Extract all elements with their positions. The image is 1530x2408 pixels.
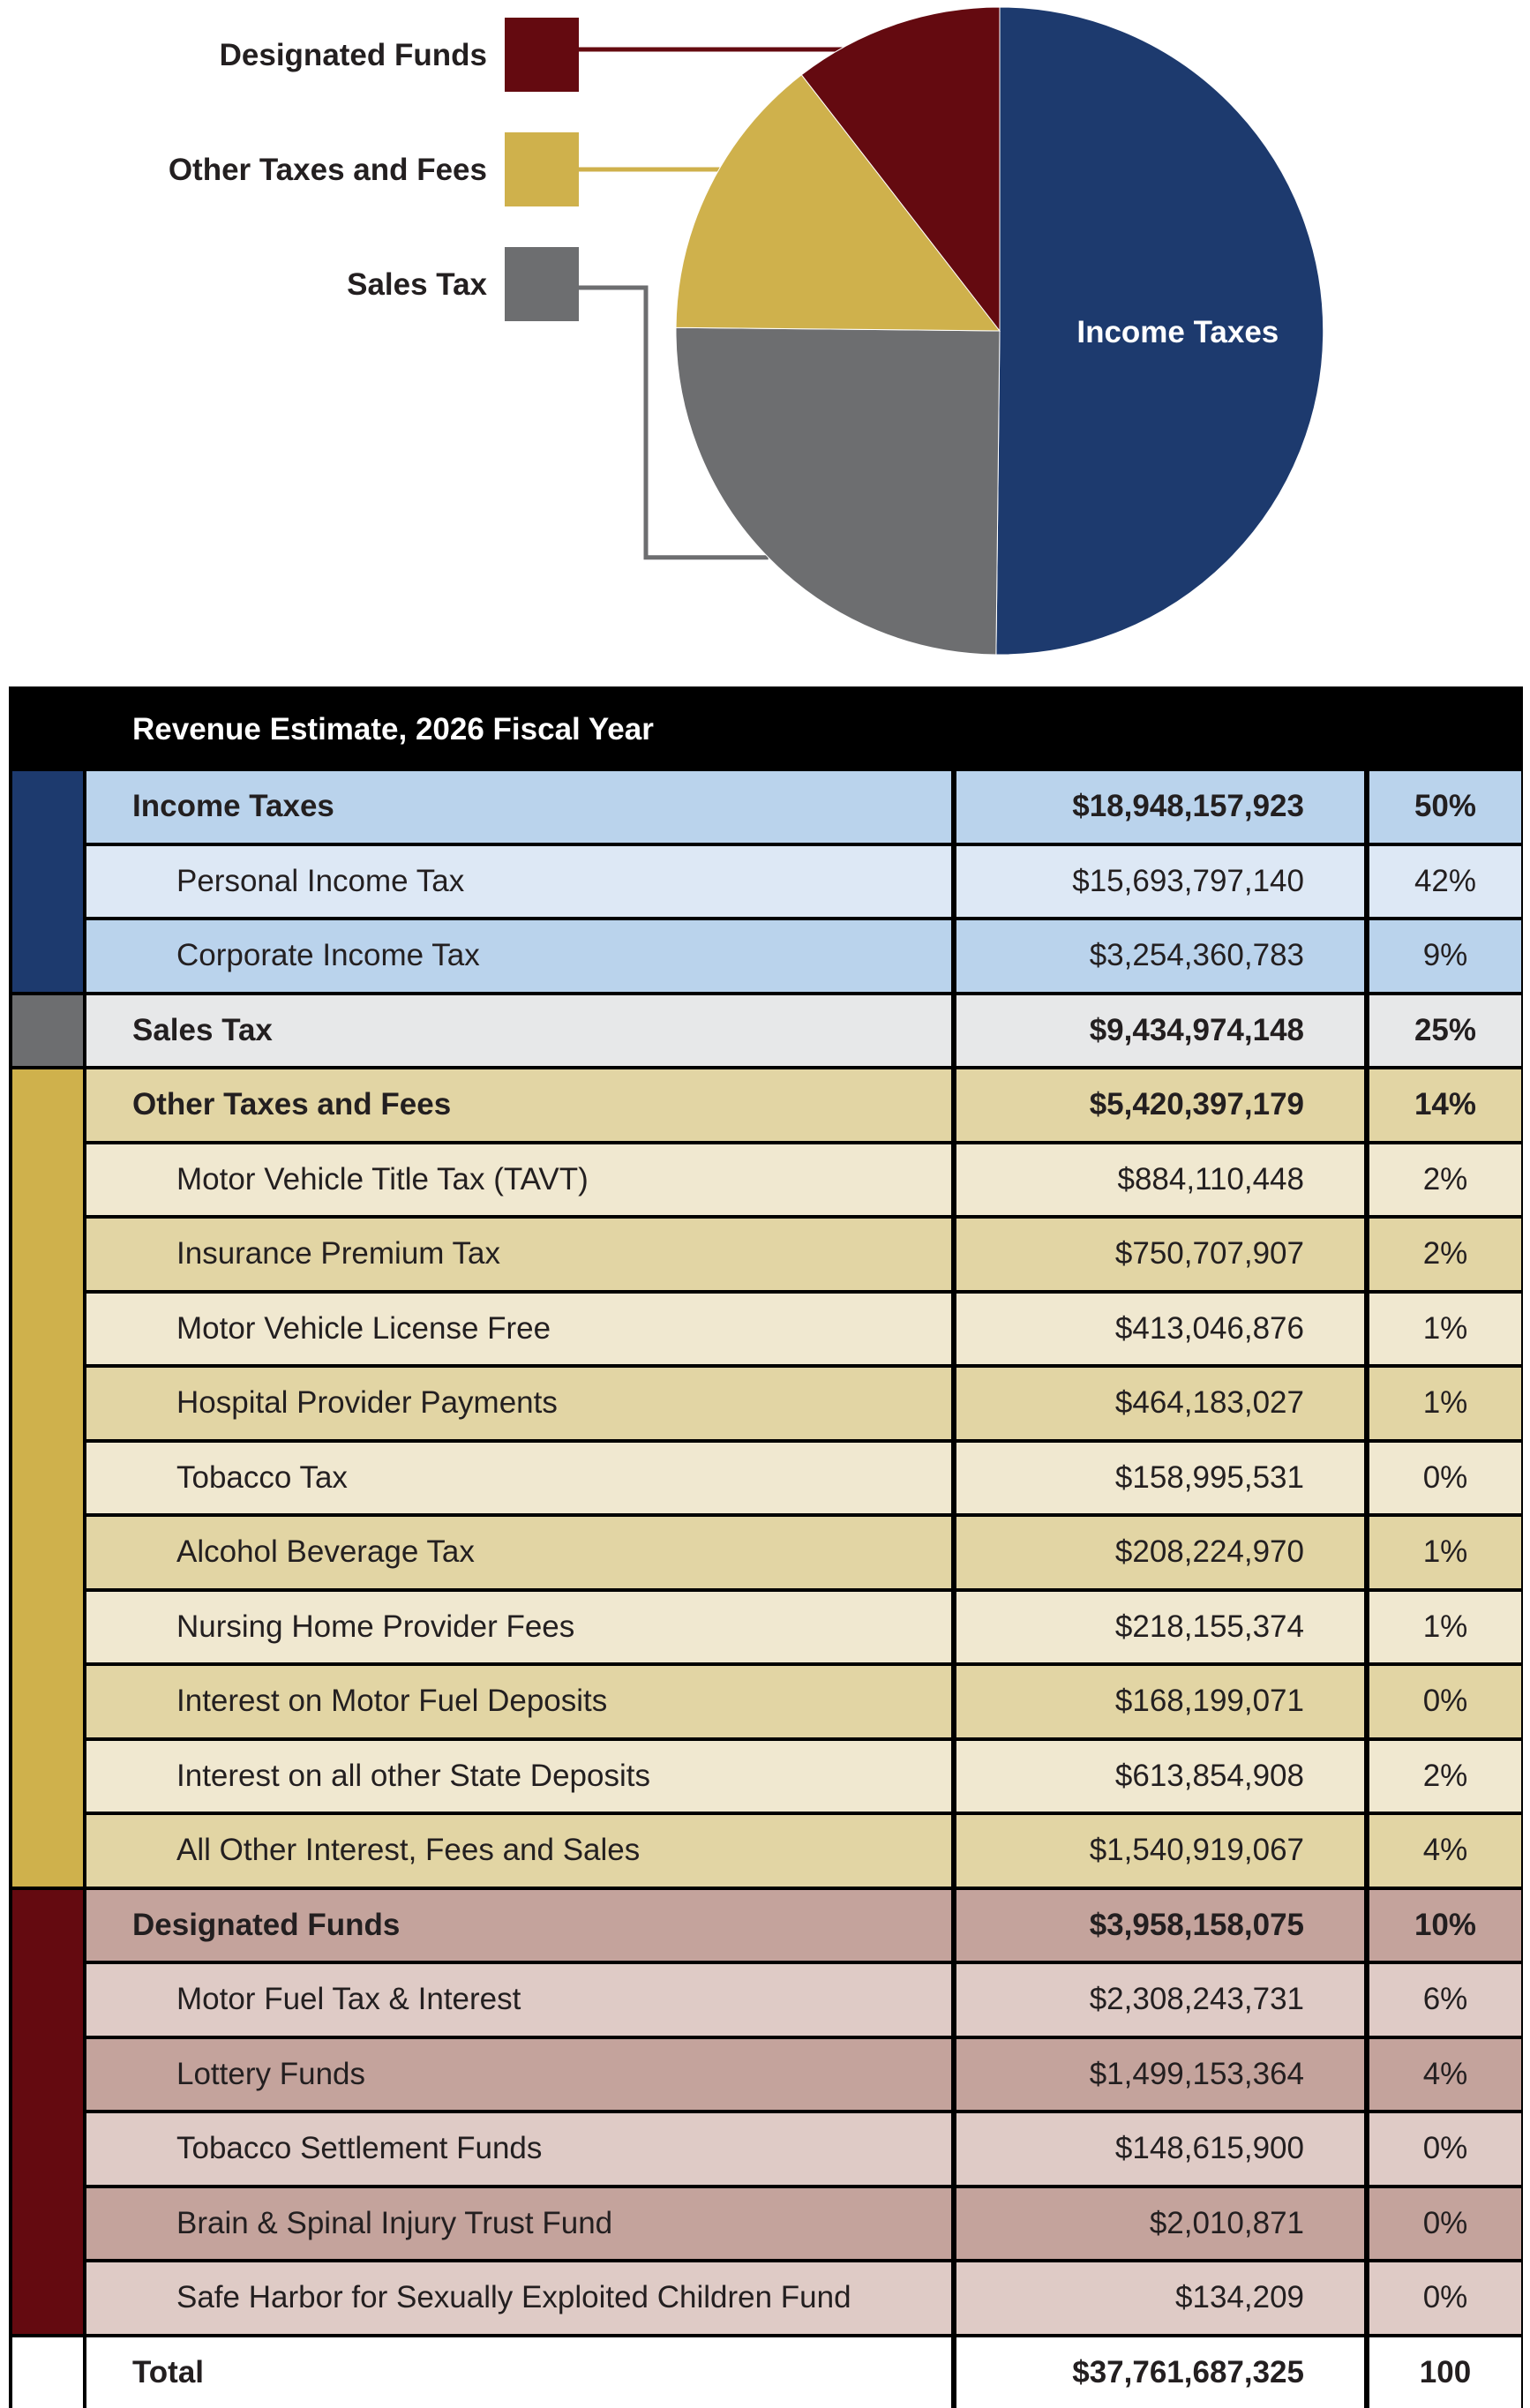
row-amount: $168,199,071 xyxy=(956,1666,1364,1737)
row-label: All Other Interest, Fees and Sales xyxy=(86,1815,951,1887)
row-label: Tobacco Tax xyxy=(86,1443,951,1514)
row-amount: $464,183,027 xyxy=(956,1368,1364,1439)
table-row xyxy=(86,1443,1521,1514)
table-row xyxy=(86,2113,1521,2185)
row-percent: 1% xyxy=(1369,1592,1521,1663)
row-amount: $2,010,871 xyxy=(956,2188,1364,2260)
table-row xyxy=(86,1666,1521,1737)
row-percent: 4% xyxy=(1369,1815,1521,1887)
color-band-total xyxy=(12,2337,83,2408)
row-amount: $218,155,374 xyxy=(956,1592,1364,1663)
row-label: Brain & Spinal Injury Trust Fund xyxy=(86,2188,951,2260)
legend-swatch-other-taxes-and-fees xyxy=(505,132,579,206)
color-band-sales-tax xyxy=(12,995,83,1067)
row-label: Other Taxes and Fees xyxy=(86,1069,951,1141)
row-percent: 14% xyxy=(1369,1069,1521,1141)
table-row xyxy=(86,1592,1521,1663)
row-amount: $613,854,908 xyxy=(956,1741,1364,1812)
pie-slice-sales-tax xyxy=(676,327,1000,655)
row-amount: $134,209 xyxy=(956,2262,1364,2334)
row-percent: 6% xyxy=(1369,1964,1521,2036)
row-amount: $158,995,531 xyxy=(956,1443,1364,1514)
row-amount: $2,308,243,731 xyxy=(956,1964,1364,2036)
slice-label-income-taxes: Income Taxes xyxy=(1076,315,1279,350)
legend-label-sales-tax: Sales Tax xyxy=(347,267,487,302)
row-percent: 0% xyxy=(1369,1666,1521,1737)
row-amount: $18,948,157,923 xyxy=(956,771,1364,843)
row-amount: $148,615,900 xyxy=(956,2113,1364,2185)
row-amount: $884,110,448 xyxy=(956,1144,1364,1216)
row-percent: 0% xyxy=(1369,2113,1521,2185)
row-label: Interest on all other State Deposits xyxy=(86,1741,951,1812)
row-percent: 0% xyxy=(1369,1443,1521,1514)
table-row xyxy=(86,1294,1521,1365)
color-band-other-taxes-and-fees xyxy=(12,1069,83,1887)
legend-swatch-sales-tax xyxy=(505,247,579,321)
row-percent: 1% xyxy=(1369,1294,1521,1365)
table-row xyxy=(86,771,1521,843)
row-percent: 2% xyxy=(1369,1219,1521,1290)
row-amount: $413,046,876 xyxy=(956,1294,1364,1365)
row-label: Designated Funds xyxy=(86,1890,951,1962)
table-row xyxy=(86,2337,1521,2408)
revenue-table xyxy=(9,686,1523,2408)
legend-label-other-taxes-and-fees: Other Taxes and Fees xyxy=(168,153,487,187)
legend-swatch-designated-funds xyxy=(505,18,579,92)
color-band-income-taxes xyxy=(12,771,83,992)
row-label: Tobacco Settlement Funds xyxy=(86,2113,951,2185)
row-percent: 10% xyxy=(1369,1890,1521,1962)
row-amount: $5,420,397,179 xyxy=(956,1069,1364,1141)
row-amount: $3,254,360,783 xyxy=(956,920,1364,992)
row-amount: $208,224,970 xyxy=(956,1517,1364,1588)
table-row xyxy=(86,1741,1521,1812)
row-label: Income Taxes xyxy=(86,771,951,843)
row-label: Safe Harbor for Sexually Exploited Children Fund xyxy=(86,2262,951,2334)
row-label: Interest on Motor Fuel Deposits xyxy=(86,1666,951,1737)
table-row xyxy=(86,2188,1521,2260)
table-row xyxy=(86,846,1521,918)
table-row xyxy=(86,1890,1521,1962)
row-label: Hospital Provider Payments xyxy=(86,1368,951,1439)
row-label: Nursing Home Provider Fees xyxy=(86,1592,951,1663)
row-label: Insurance Premium Tax xyxy=(86,1219,951,1290)
row-label: Motor Vehicle License Free xyxy=(86,1294,951,1365)
row-label: Motor Vehicle Title Tax (TAVT) xyxy=(86,1144,951,1216)
row-label: Corporate Income Tax xyxy=(86,920,951,992)
table-row xyxy=(86,1144,1521,1216)
row-label: Motor Fuel Tax & Interest xyxy=(86,1964,951,2036)
table-title: Revenue Estimate, 2026 Fiscal Year xyxy=(132,712,654,746)
table-row xyxy=(86,1368,1521,1439)
row-percent: 1% xyxy=(1369,1517,1521,1588)
row-amount: $1,540,919,067 xyxy=(956,1815,1364,1887)
row-amount: $3,958,158,075 xyxy=(956,1890,1364,1962)
row-percent: 4% xyxy=(1369,2039,1521,2111)
table-row xyxy=(86,1815,1521,1887)
table-header xyxy=(9,686,1523,768)
table-row xyxy=(86,1517,1521,1588)
table-row xyxy=(86,920,1521,992)
row-percent: 50% xyxy=(1369,771,1521,843)
table-row xyxy=(86,2039,1521,2111)
row-percent: 9% xyxy=(1369,920,1521,992)
table-row xyxy=(86,1964,1521,2036)
row-label: Personal Income Tax xyxy=(86,846,951,918)
legend-label-designated-funds: Designated Funds xyxy=(219,38,487,72)
color-band-designated-funds xyxy=(12,1890,83,2334)
table-row xyxy=(86,995,1521,1067)
row-label: Lottery Funds xyxy=(86,2039,951,2111)
row-amount: $9,434,974,148 xyxy=(956,995,1364,1067)
row-percent: 100 xyxy=(1369,2337,1521,2408)
table-row xyxy=(86,2262,1521,2334)
row-percent: 25% xyxy=(1369,995,1521,1067)
row-percent: 42% xyxy=(1369,846,1521,918)
pie-chart xyxy=(0,0,1530,679)
row-percent: 2% xyxy=(1369,1144,1521,1216)
table-row xyxy=(86,1219,1521,1290)
row-percent: 2% xyxy=(1369,1741,1521,1812)
row-amount: $37,761,687,325 xyxy=(956,2337,1364,2408)
row-percent: 1% xyxy=(1369,1368,1521,1439)
table-row xyxy=(86,1069,1521,1141)
row-label: Alcohol Beverage Tax xyxy=(86,1517,951,1588)
row-label: Sales Tax xyxy=(86,995,951,1067)
row-amount: $15,693,797,140 xyxy=(956,846,1364,918)
row-label: Total xyxy=(86,2337,951,2408)
row-amount: $750,707,907 xyxy=(956,1219,1364,1290)
row-percent: 0% xyxy=(1369,2262,1521,2334)
row-amount: $1,499,153,364 xyxy=(956,2039,1364,2111)
row-percent: 0% xyxy=(1369,2188,1521,2260)
